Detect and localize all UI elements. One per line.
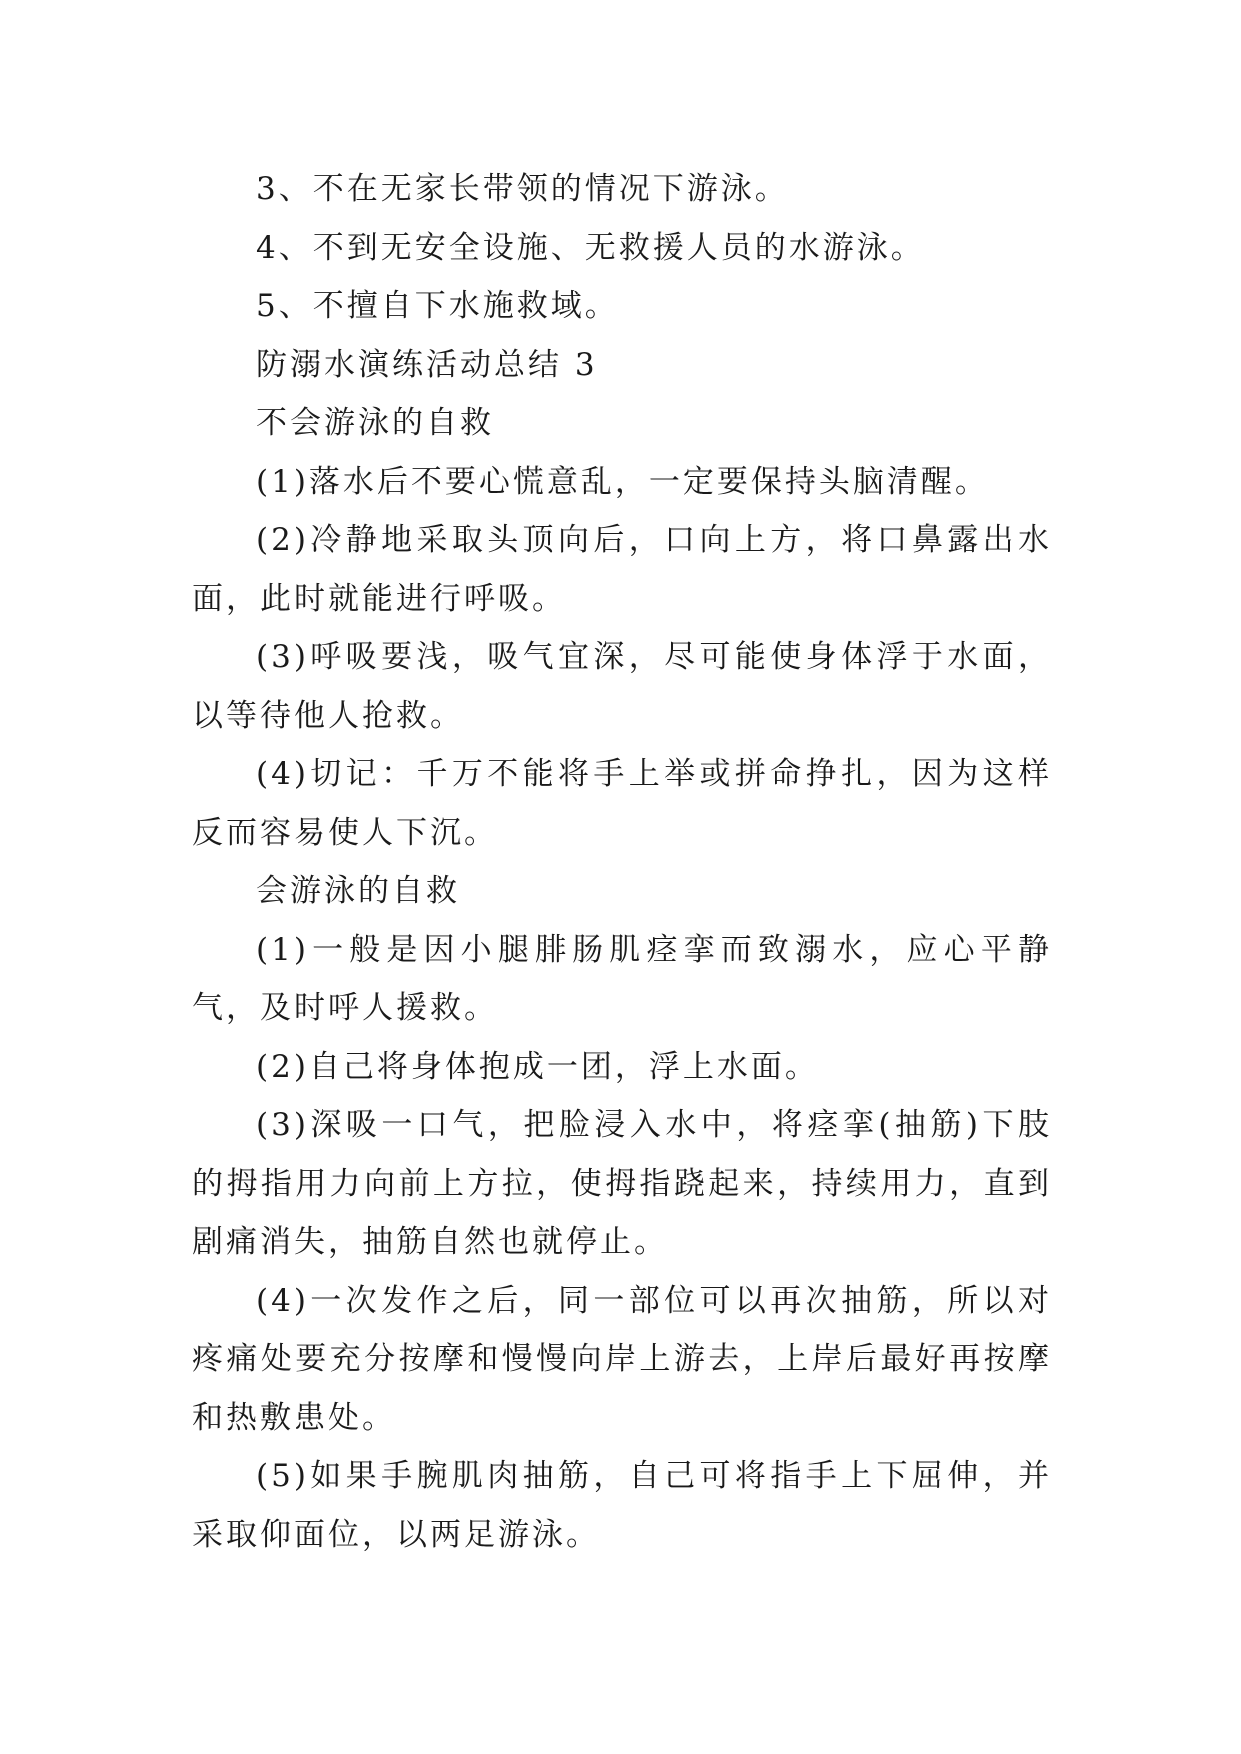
subheading-swimmer: 会游泳的自救 xyxy=(256,873,460,909)
section-title: 防溺水演练活动总结 3 xyxy=(256,346,598,383)
paragraph-non-swimmer-2: (2)冷静地采取头顶向后，口向上方，将口鼻露出水面，此时就能进行呼吸。 xyxy=(192,522,1052,617)
paragraph-swimmer-3: (3)深吸一口气，把脸浸入水中，将痉挛(抽筋)下肢的拇指用力向前上方拉，使拇指跷起来，持续用力，直到剧痛消失，抽筋自然也就停止。 xyxy=(192,1107,1052,1260)
paragraph-non-swimmer-3: (3)呼吸要浅，吸气宜深，尽可能使身体浮于水面，以等待他人抢救。 xyxy=(192,639,1052,734)
paragraph-non-swimmer-4: (4)切记：千万不能将手上举或拼命挣扎，因为这样反而容易使人下沉。 xyxy=(192,756,1052,851)
paragraph-swimmer-5: (5)如果手腕肌肉抽筋，自己可将指手上下屈伸，并采取仰面位，以两足游泳。 xyxy=(192,1458,1052,1553)
paragraph-swimmer-2: (2)自己将身体抱成一团，浮上水面。 xyxy=(256,1048,819,1085)
paragraph-swimmer-1: (1)一般是因小腿腓肠肌痉挛而致溺水，应心平静气，及时呼人援救。 xyxy=(192,931,1052,1026)
paragraph-non-swimmer-1: (1)落水后不要心慌意乱，一定要保持头脑清醒。 xyxy=(256,463,989,500)
paragraph-swimmer-4: (4)一次发作之后，同一部位可以再次抽筋，所以对疼痛处要充分按摩和慢慢向岸上游去，上岸后最好再按摩和热敷患处。 xyxy=(192,1282,1052,1436)
paragraph-rule-5: 5、不擅自下水施救域。 xyxy=(256,288,619,324)
document-body xyxy=(192,160,1052,1564)
paragraph-rule-4: 4、不到无安全设施、无救援人员的水游泳。 xyxy=(256,229,925,266)
paragraph-rule-3: 3、不在无家长带领的情况下游泳。 xyxy=(256,171,789,207)
subheading-non-swimmer: 不会游泳的自救 xyxy=(256,405,494,441)
